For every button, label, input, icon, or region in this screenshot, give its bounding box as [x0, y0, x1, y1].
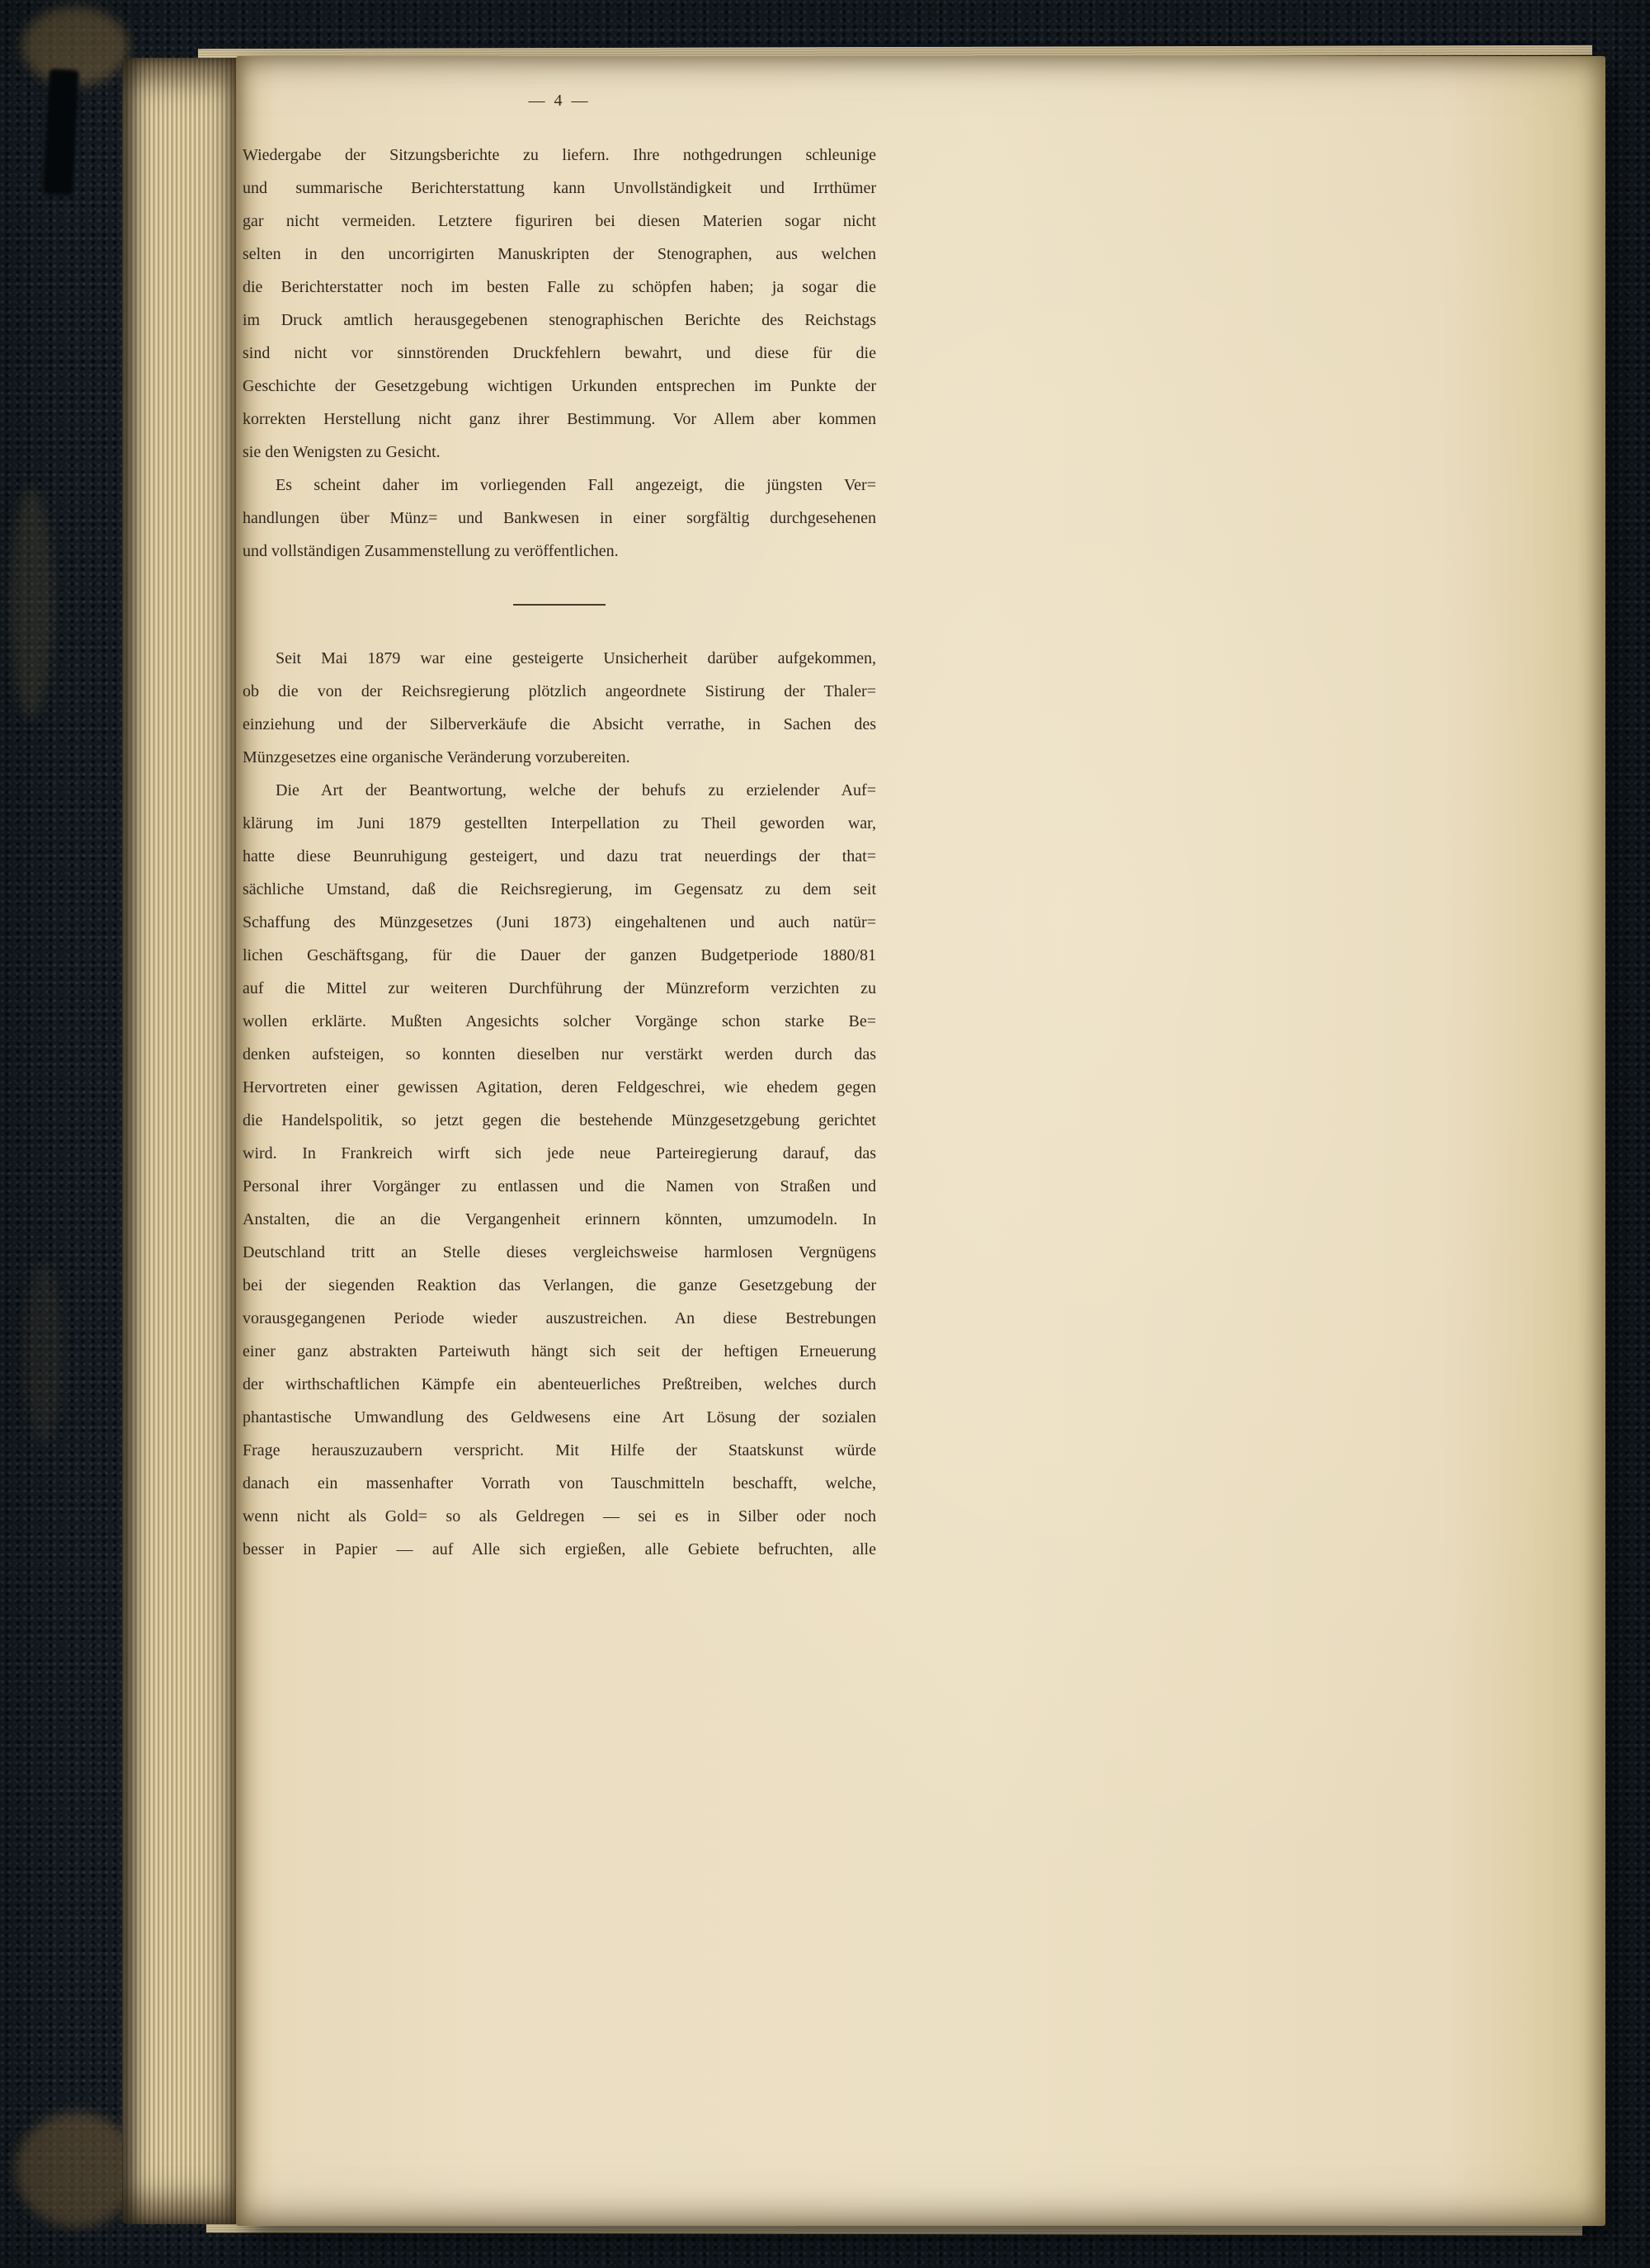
text-line: Münzgesetzes eine organische Veränderung vorzubereiten.: [243, 748, 630, 766]
text-line: Frage herauszuzaubern verspricht. Mit Hilfe der Staatskunst würde: [243, 1441, 876, 1459]
text-line: sind nicht vor sinnstörenden Druckfehlern bewahrt, und diese für die: [243, 344, 876, 362]
text-line: Anstalten, die an die Vergangenheit erinnern könnten, umzumodeln. In: [243, 1210, 876, 1228]
paragraph: [243, 774, 876, 1566]
text-line: wird. In Frankreich wirft sich jede neue Parteiregierung darauf, das: [243, 1144, 876, 1162]
text-column: [243, 56, 876, 1566]
text-line: denken aufsteigen, so konnten dieselben nur verstärkt werden durch das: [243, 1045, 876, 1063]
text-line: klärung im Juni 1879 gestellten Interpellation zu Theil geworden war,: [243, 814, 876, 832]
text-line: Schaffung des Münzgesetzes (Juni 1873) eingehaltenen und auch natür=: [243, 913, 876, 931]
text-line: besser in Papier — auf Alle sich ergießen, alle Gebiete befruchten, alle: [243, 1540, 876, 1558]
text-line: gar nicht vermeiden. Letztere figuriren bei diesen Materien sogar nicht: [243, 212, 876, 230]
text-line: korrekten Herstellung nicht ganz ihrer Bestimmung. Vor Allem aber kommen: [243, 410, 876, 428]
text-line: vorausgegangenen Periode wieder auszustreichen. An diese Bestrebungen: [243, 1309, 876, 1327]
paragraph: [243, 642, 876, 774]
cover-wear-bottom-left: [15, 2112, 139, 2228]
text-line: selten in den uncorrigirten Manuskripten der Stenographen, aus welchen: [243, 245, 876, 263]
text-line: lichen Geschäftsgang, für die Dauer der ganzen Budgetperiode 1880/81: [243, 946, 876, 964]
text-line: die Berichterstatter noch im besten Falle zu schöpfen haben; ja sogar die: [243, 278, 876, 296]
text-line: Geschichte der Gesetzgebung wichtigen Urkunden entsprechen im Punkte der: [243, 377, 876, 395]
cover-wear-left-lower: [25, 1262, 63, 1444]
text-line: sie den Wenigsten zu Gesicht.: [243, 443, 441, 461]
text-line: handlungen über Münz= und Bankwesen in einer sorgfältig durchgesehenen: [243, 509, 876, 527]
text-line: Deutschland tritt an Stelle dieses vergleichsweise harmlosen Vergnügens: [243, 1243, 876, 1261]
text-line: ob die von der Reichsregierung plötzlich angeordnete Sistirung der Thaler=: [243, 682, 876, 700]
text-line: wollen erklärte. Mußten Angesichts solcher Vorgänge schon starke Be=: [243, 1012, 876, 1030]
text-line: bei der siegenden Reaktion das Verlangen, die ganze Gesetzgebung der: [243, 1276, 876, 1294]
text-line: im Druck amtlich herausgegebenen stenographischen Berichte des Reichstags: [243, 311, 876, 329]
text-line: einer ganz abstrakten Parteiwuth hängt sich seit der heftigen Erneuerung: [243, 1342, 876, 1360]
page-number: — 4 —: [528, 92, 591, 110]
page-edge-stack: [122, 58, 238, 2224]
text-line: die Handelspolitik, so jetzt gegen die bestehende Münzgesetzgebung gerichtet: [243, 1111, 876, 1129]
text-line: phantastische Umwandlung des Geldwesens eine Art Lösung der sozialen: [243, 1408, 876, 1426]
text-line: Seit Mai 1879 war eine gesteigerte Unsicherheit darüber aufgekommen,: [276, 649, 876, 667]
book-page: [236, 56, 1605, 2226]
text-line: Die Art der Beantwortung, welche der behufs zu erzielender Auf=: [276, 781, 876, 799]
text-line: Es scheint daher im vorliegenden Fall angezeigt, die jüngsten Ver=: [276, 476, 876, 494]
cover-wear-left-upper: [10, 487, 53, 718]
paragraph: [243, 469, 876, 568]
text-line: Personal ihrer Vorgänger zu entlassen und die Namen von Straßen und: [243, 1177, 876, 1195]
divider-line: [513, 604, 606, 606]
text-line: einziehung und der Silberverkäufe die Absicht verrathe, in Sachen des: [243, 715, 876, 733]
text-line: der wirthschaftlichen Kämpfe ein abenteuerliches Preßtreiben, welches durch: [243, 1375, 876, 1393]
text-line: danach ein massenhafter Vorrath von Tauschmitteln beschafft, welche,: [243, 1474, 876, 1492]
text-line: Hervortreten einer gewissen Agitation, deren Feldgeschrei, wie ehedem gegen: [243, 1078, 876, 1096]
text-line: auf die Mittel zur weiteren Durchführung der Münzreform verzichten zu: [243, 979, 876, 997]
text-line: wenn nicht als Gold= so als Geldregen — sei es in Silber oder noch: [243, 1507, 876, 1525]
text-line: Wiedergabe der Sitzungsberichte zu liefern. Ihre nothgedrungen schleunige: [243, 146, 876, 164]
paragraph: [243, 139, 876, 469]
text-line: und vollständigen Zusammenstellung zu veröffentlichen.: [243, 542, 619, 560]
text-line: hatte diese Beunruhigung gesteigert, und dazu trat neuerdings der that=: [243, 847, 876, 865]
text-line: und summarische Berichterstattung kann Unvollständigkeit und Irrthümer: [243, 179, 876, 197]
text-line: sächliche Umstand, daß die Reichsregierung, im Gegensatz zu dem seit: [243, 880, 876, 898]
section-divider: [243, 568, 876, 642]
